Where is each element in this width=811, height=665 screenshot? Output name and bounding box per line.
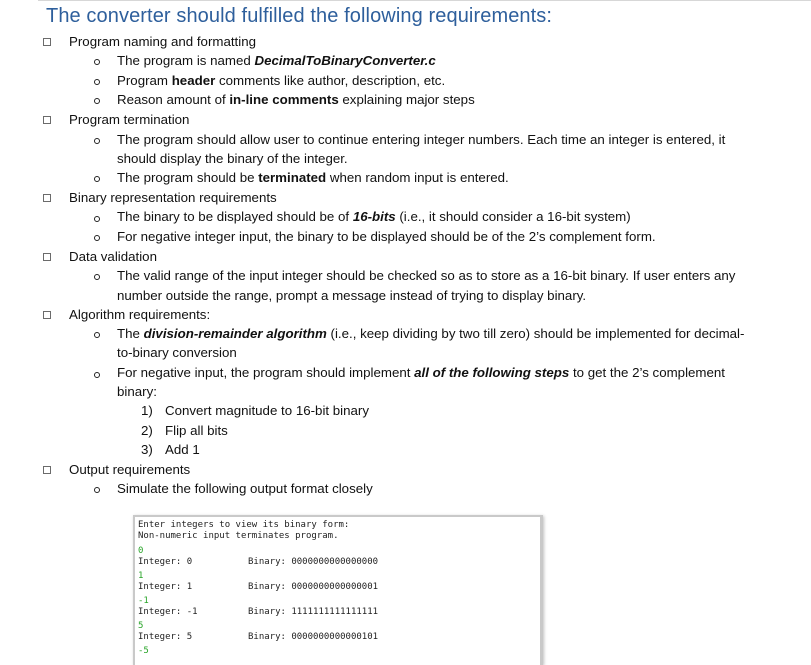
requirement-item-continued: binary: (117, 384, 157, 399)
checkbox-icon[interactable] (43, 38, 51, 46)
requirement-item: Reason amount of in-line comments explaining major steps (117, 92, 475, 107)
bullet-icon (94, 372, 100, 378)
console-prompt-line: Enter integers to view its binary form: (138, 520, 350, 530)
requirement-item: The valid range of the input integer should be checked so as to store as a 16-bit binary. If user enters any (117, 268, 736, 283)
console-result-row: Integer: 1 Binary: 0000000000000001 (138, 582, 379, 592)
console-user-input: 0 (138, 546, 144, 556)
checkbox-icon[interactable] (43, 194, 51, 202)
checkbox-icon[interactable] (43, 466, 51, 474)
requirement-item: The program should allow user to continue entering integer numbers. Each time an integer is entered, it (117, 132, 726, 147)
requirement-item: The program should be terminated when random input is entered. (117, 170, 509, 185)
step-text: Flip all bits (165, 423, 228, 438)
console-result-row: Integer: 0 Binary: 0000000000000000 (138, 557, 379, 567)
requirement-item: For negative integer input, the binary to be displayed should be of the 2’s complement form. (117, 229, 656, 244)
program-filename: DecimalToBinaryConverter.c (254, 53, 436, 68)
bullet-icon (94, 216, 100, 222)
requirement-item: The division-remainder algorithm (i.e., keep dividing by two till zero) should be implemented for decimal- (117, 326, 745, 341)
requirement-item-continued: number outside the range, prompt a message instead of trying to display binary. (117, 288, 587, 303)
bullet-icon (94, 235, 100, 241)
step-number: 2) (141, 423, 153, 438)
section-heading-validation: Data validation (69, 249, 157, 264)
section-heading-output: Output requirements (69, 462, 191, 477)
step-text: Add 1 (165, 442, 200, 457)
section-heading-binary: Binary representation requirements (69, 190, 277, 205)
console-output-sample (133, 515, 543, 665)
bullet-icon (94, 332, 100, 338)
console-result-row: Integer: 5 Binary: 0000000000000101 (138, 632, 379, 642)
checkbox-icon[interactable] (43, 311, 51, 319)
checkbox-icon[interactable] (43, 253, 51, 261)
requirement-item: The binary to be displayed should be of 16-bits (i.e., it should consider a 16-bit system) (117, 209, 631, 224)
requirement-item: For negative input, the program should implement all of the following steps to get the 2’s complement (117, 365, 725, 380)
requirement-item: Simulate the following output format closely (117, 481, 373, 496)
bullet-icon (94, 59, 100, 65)
requirement-item: Program header comments like author, description, etc. (117, 73, 446, 88)
bullet-icon (94, 98, 100, 104)
console-prompt-line: Non-numeric input terminates program. (138, 531, 339, 541)
section-heading-naming: Program naming and formatting (69, 34, 256, 49)
checkbox-icon[interactable] (43, 116, 51, 124)
bullet-icon (94, 79, 100, 85)
console-user-input: -5 (138, 646, 149, 656)
requirement-item-continued: to-binary conversion (117, 345, 237, 360)
console-user-input: 5 (138, 621, 144, 631)
step-number: 3) (141, 442, 153, 457)
console-user-input: 1 (138, 571, 144, 581)
console-user-input: -1 (138, 596, 149, 606)
bullet-icon (94, 176, 100, 182)
console-result-row: Integer: -1 Binary: 1111111111111111 (138, 607, 379, 617)
top-divider (38, 0, 811, 1)
step-number: 1) (141, 403, 153, 418)
bullet-icon (94, 274, 100, 280)
requirement-item-continued: should display the binary of the integer. (117, 151, 348, 166)
section-heading-termination: Program termination (69, 112, 190, 127)
bullet-icon (94, 487, 100, 493)
section-heading-algorithm: Algorithm requirements: (69, 307, 211, 322)
requirement-item: The program is named DecimalToBinaryConverter.c (117, 53, 436, 68)
bullet-icon (94, 138, 100, 144)
page-title: The converter should fulfilled the following requirements: (46, 5, 553, 27)
step-text: Convert magnitude to 16-bit binary (165, 403, 369, 418)
